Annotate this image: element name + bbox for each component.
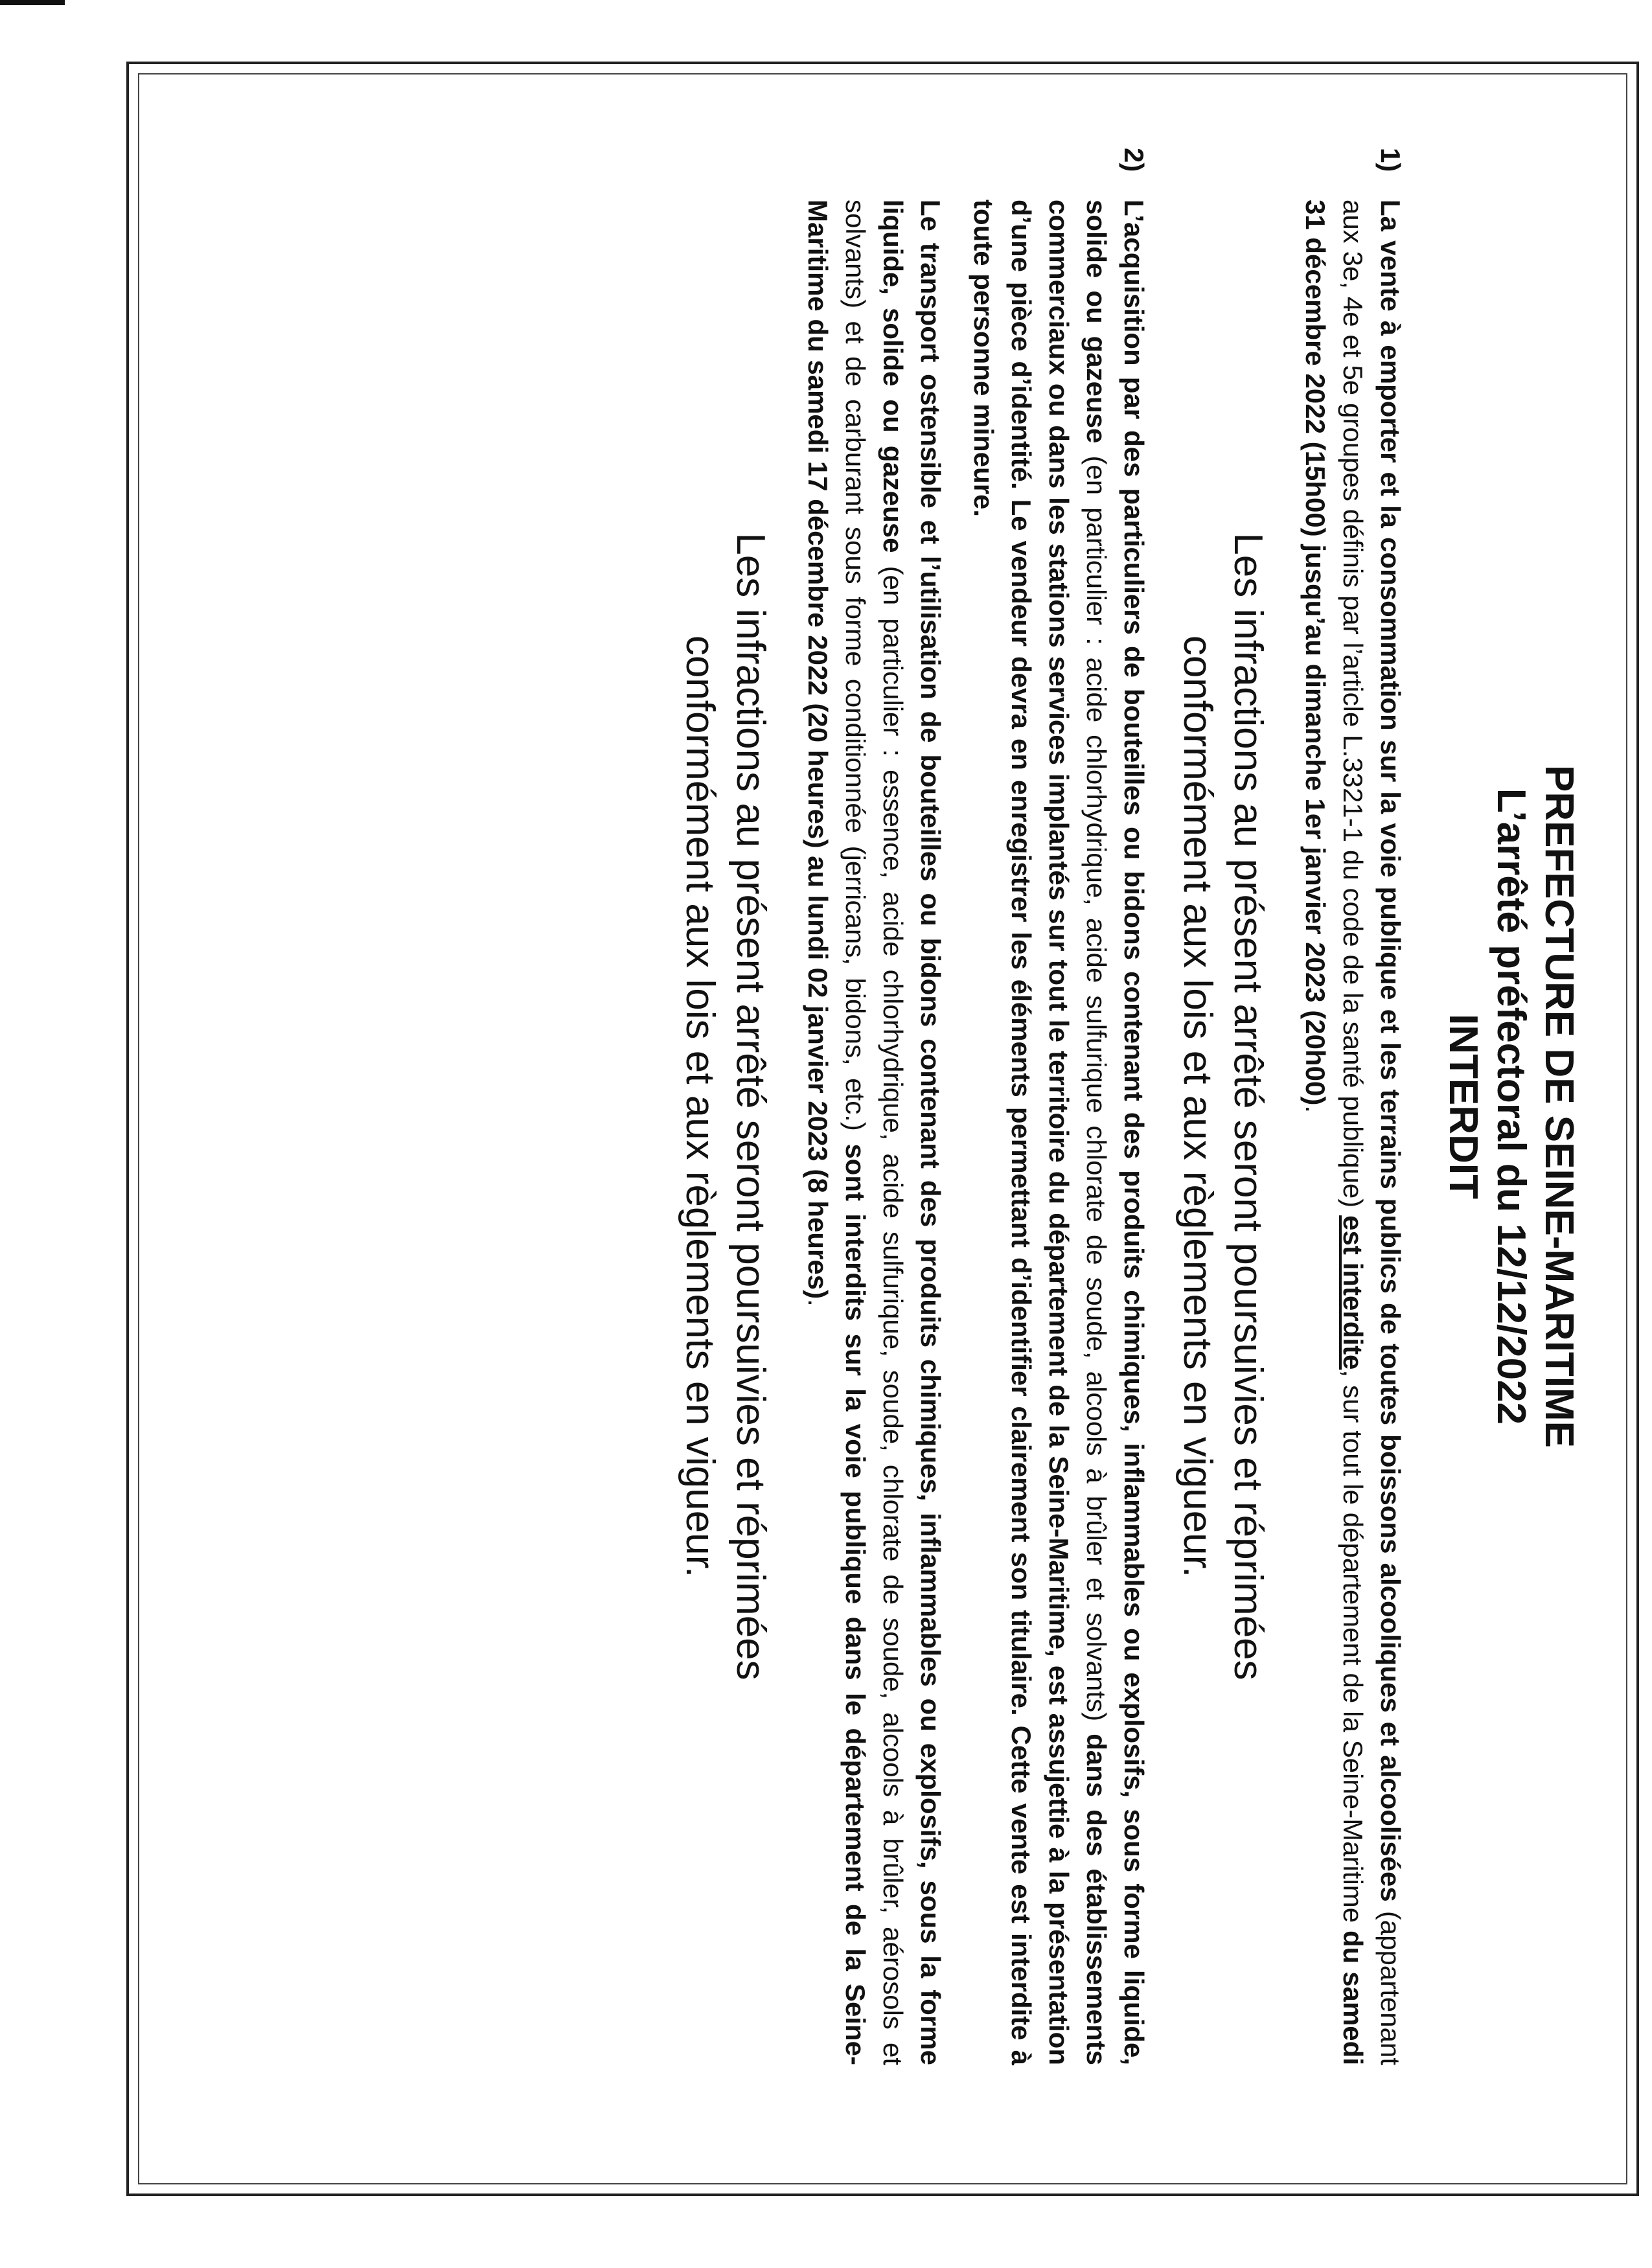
scan-edge-mark <box>0 0 65 5</box>
sanctions-1-line-2: conformément aux lois et aux règlements en vigueur. <box>1175 635 1220 1578</box>
sanctions-2-line-1: Les infractions au présent arrêté seront poursuivies et réprimées <box>728 533 773 1680</box>
sanctions-2-line-2: conformément aux lois et aux règlements en vigueur. <box>678 635 722 1578</box>
rule-number-2: 2) <box>1119 148 1149 172</box>
rule-1-bold-lead: La vente à emporter et la consommation sur la voie publique et les terrains publics de toutes boissons alcooliques et alcoolisées <box>1375 200 1406 1902</box>
rule-2-transport-detail: (en particulier : essence, acide chlorhydrique, acide sulfurique, soude, chlorate de soude, alcools à brûler, aérosols et solvants) et de carburant sous forme conditionnée (jerricans, bidons, etc.) <box>840 200 908 2065</box>
rule-2-conditions: dans des établissements commerciaux ou dans les stations services implantés sur tout le territoire du département de la Seine-Maritime, est assujettie à la présentation d’une pièce d’identité. Le vendeur devra en enregistrer les éléments permettant d’identifier clairement son titulaire. Cette vente est interdite à toute personne mineure. <box>969 200 1112 2065</box>
rule-2-text <box>965 200 1153 2065</box>
forbidden-title: INTERDIT <box>1441 1014 1486 1199</box>
sanctions-notice-2 <box>674 102 775 2111</box>
rule-1-period: du samedi 31 décembre 2022 (15h00) jusqu’au dimanche 1er janvier 2023 (20h00) <box>1300 200 1368 2065</box>
decree-title: L’arrêté préfectoral du 12/12/2022 <box>1489 788 1533 1425</box>
rules-list <box>1296 148 1409 2065</box>
rule-2-transport-text <box>799 200 949 2065</box>
rule-2-transport-lead: Le transport ostensible et l’utilisation de bouteilles ou bidons contenant des produits chimiques, inflammables ou explosifs, sous la forme liquide, solide ou gazeuse <box>878 200 946 2065</box>
rule-1-forbidden: est interdite <box>1338 1215 1368 1370</box>
rule-2-bold-lead: L’acquisition par des particuliers de bouteilles ou bidons contenant des produits chimiques, inflammables ou explosifs, sous forme liquide, solide ou gazeuse <box>1081 200 1149 2065</box>
rule-1-detail: (appartenant aux 3e, 4e et 5e groupes définis par l’article L.3321-1 du code de la santé publique) <box>1338 200 1406 2065</box>
rule-1-text <box>1296 200 1409 2065</box>
sanctions-1-line-1: Les infractions au présent arrêté seront poursuivies et réprimées <box>1226 533 1270 1680</box>
rule-item-1 <box>1296 148 1409 2065</box>
rules-list-2 <box>799 148 1153 2065</box>
rule-item-2 <box>799 148 1153 2065</box>
rule-1-scope: , sur tout le département de la Seine-Maritime <box>1338 1369 1368 1931</box>
prefecture-title: PREFECTURE DE SEINE-MARITIME <box>1537 764 1581 1449</box>
notice-heading <box>1439 102 1583 2111</box>
rule-2-detail: (en particulier : acide chlorhydrique, acide sulfurique chlorate de soude, alcools à brûler et solvants) <box>1081 443 1112 1734</box>
rule-2-transport-end: . <box>803 1299 833 1307</box>
rule-2-transport-period: sont interdits sur la voie publique dans le département de la Seine-Maritime du samedi 17 décembre 2022 (20 heures) au lundi 02 janvier 2023 (8 heures) <box>803 200 871 2065</box>
rule-1-end: . <box>1300 1105 1331 1114</box>
rule-number-1: 1) <box>1375 148 1406 172</box>
sanctions-notice-1 <box>1172 102 1273 2111</box>
rotated-notice <box>170 102 1583 2111</box>
